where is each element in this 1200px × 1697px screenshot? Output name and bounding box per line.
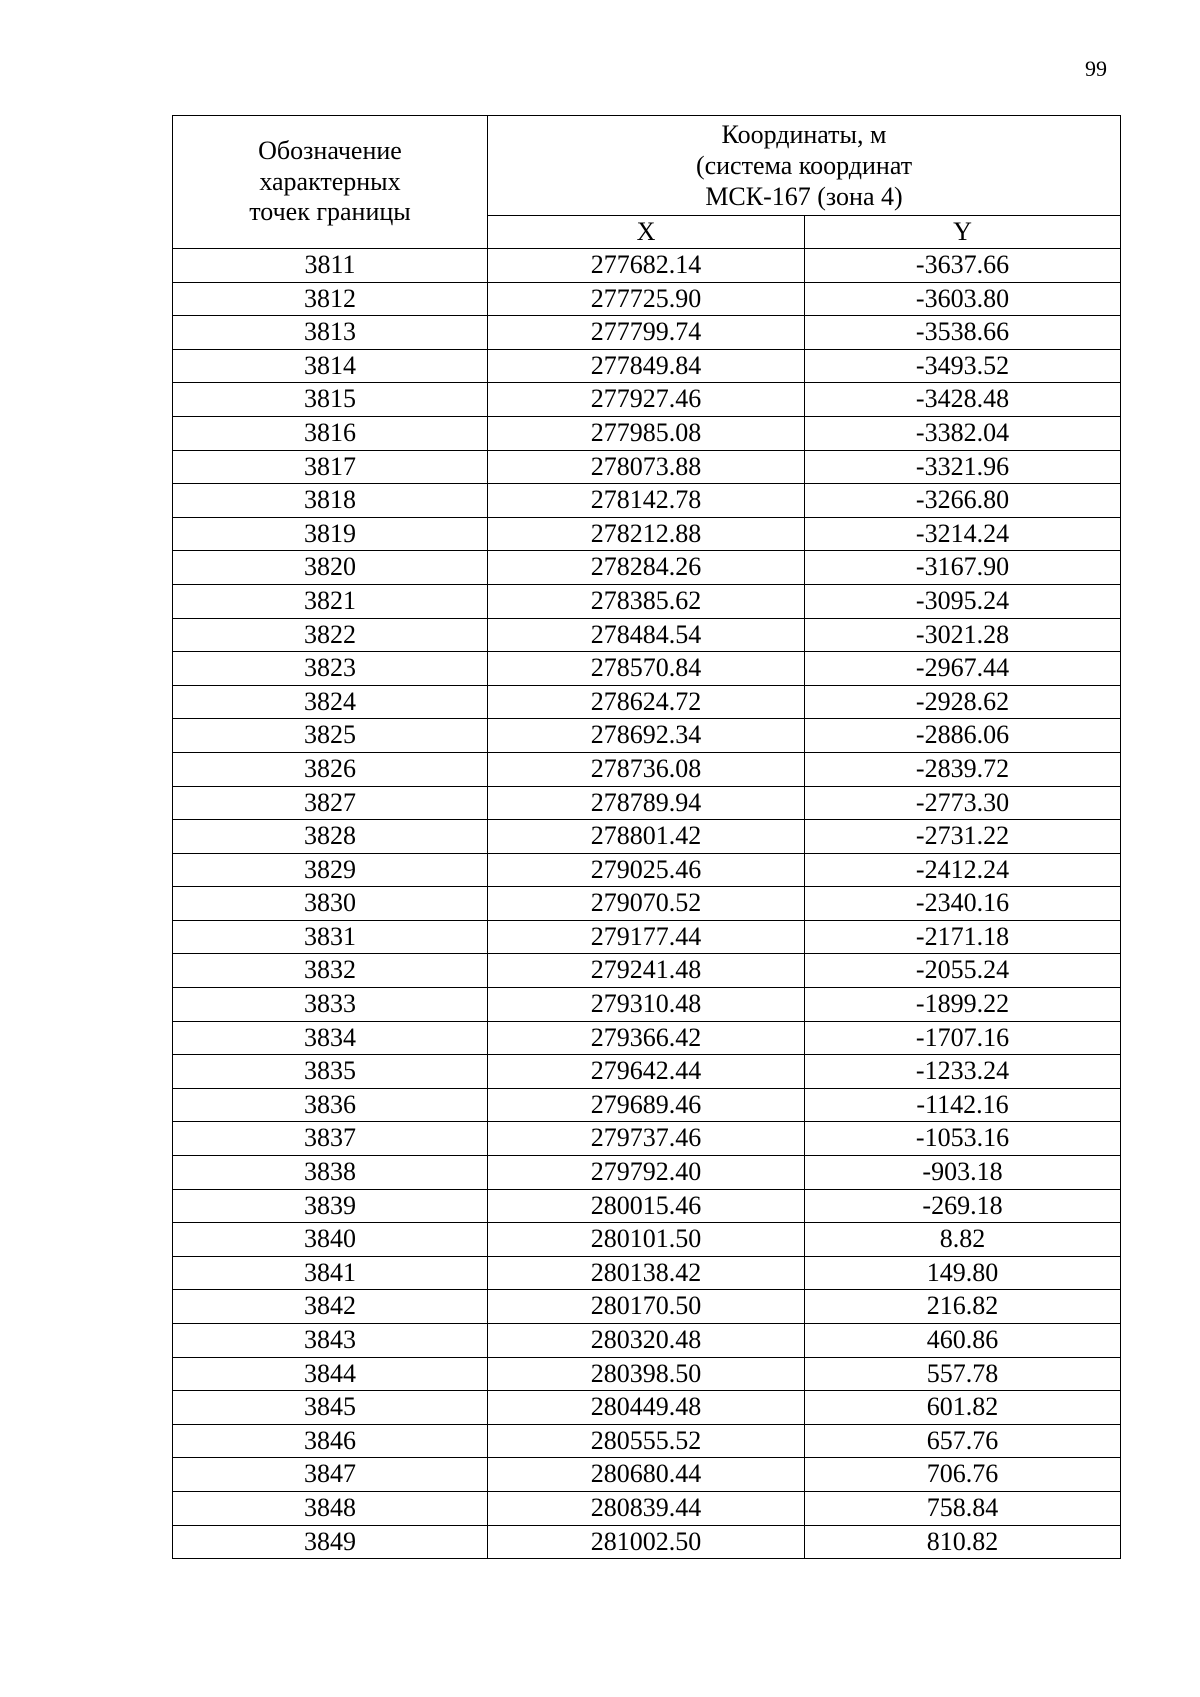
coordinates-header bbox=[488, 116, 1121, 216]
y-cell: -1053.16 bbox=[805, 1122, 1121, 1156]
y-cell: -903.18 bbox=[805, 1156, 1121, 1190]
x-cell: 278570.84 bbox=[488, 652, 805, 686]
point-cell: 3837 bbox=[173, 1122, 488, 1156]
y-cell: -3493.52 bbox=[805, 349, 1121, 383]
table-row bbox=[173, 316, 1121, 350]
y-cell: -2412.24 bbox=[805, 853, 1121, 887]
point-cell: 3814 bbox=[173, 349, 488, 383]
x-cell: 279241.48 bbox=[488, 954, 805, 988]
y-cell: -269.18 bbox=[805, 1189, 1121, 1223]
x-cell: 278484.54 bbox=[488, 618, 805, 652]
point-cell: 3819 bbox=[173, 517, 488, 551]
y-cell: -3637.66 bbox=[805, 249, 1121, 283]
y-cell: 8.82 bbox=[805, 1223, 1121, 1257]
table-row bbox=[173, 484, 1121, 518]
x-cell: 281002.50 bbox=[488, 1525, 805, 1559]
point-cell: 3818 bbox=[173, 484, 488, 518]
table-row bbox=[173, 1088, 1121, 1122]
y-cell: -2731.22 bbox=[805, 820, 1121, 854]
table-row bbox=[173, 1357, 1121, 1391]
point-cell: 3826 bbox=[173, 752, 488, 786]
table-row bbox=[173, 584, 1121, 618]
y-cell: -2340.16 bbox=[805, 887, 1121, 921]
point-cell: 3840 bbox=[173, 1223, 488, 1257]
y-cell: -3428.48 bbox=[805, 383, 1121, 417]
designation-header bbox=[173, 116, 488, 249]
y-cell: -1142.16 bbox=[805, 1088, 1121, 1122]
point-cell: 3843 bbox=[173, 1324, 488, 1358]
point-cell: 3813 bbox=[173, 316, 488, 350]
x-cell: 280449.48 bbox=[488, 1391, 805, 1425]
designation-header-line: Обозначение bbox=[258, 135, 402, 165]
x-cell: 278142.78 bbox=[488, 484, 805, 518]
y-cell: 706.76 bbox=[805, 1458, 1121, 1492]
table-row bbox=[173, 1256, 1121, 1290]
y-cell: -3266.80 bbox=[805, 484, 1121, 518]
x-cell: 278692.34 bbox=[488, 719, 805, 753]
x-cell: 279177.44 bbox=[488, 920, 805, 954]
table-row bbox=[173, 820, 1121, 854]
table-row bbox=[173, 920, 1121, 954]
point-cell: 3831 bbox=[173, 920, 488, 954]
point-cell: 3823 bbox=[173, 652, 488, 686]
x-cell: 278073.88 bbox=[488, 450, 805, 484]
y-cell: 810.82 bbox=[805, 1525, 1121, 1559]
table-row bbox=[173, 887, 1121, 921]
y-cell: -3167.90 bbox=[805, 551, 1121, 585]
table-row bbox=[173, 1156, 1121, 1190]
x-cell: 280138.42 bbox=[488, 1256, 805, 1290]
table-row bbox=[173, 1223, 1121, 1257]
y-cell: 557.78 bbox=[805, 1357, 1121, 1391]
designation-header-line: характерных bbox=[259, 166, 401, 196]
x-cell: 277682.14 bbox=[488, 249, 805, 283]
table-row bbox=[173, 954, 1121, 988]
table-row bbox=[173, 988, 1121, 1022]
y-cell: -2886.06 bbox=[805, 719, 1121, 753]
x-cell: 278801.42 bbox=[488, 820, 805, 854]
y-cell: 657.76 bbox=[805, 1424, 1121, 1458]
y-cell: -2055.24 bbox=[805, 954, 1121, 988]
table-header bbox=[173, 116, 1121, 249]
x-cell: 278736.08 bbox=[488, 752, 805, 786]
coordinates-table bbox=[172, 115, 1121, 1559]
table-row bbox=[173, 517, 1121, 551]
x-cell: 277849.84 bbox=[488, 349, 805, 383]
x-cell: 279366.42 bbox=[488, 1021, 805, 1055]
x-cell: 278385.62 bbox=[488, 584, 805, 618]
x-cell: 279792.40 bbox=[488, 1156, 805, 1190]
x-cell: 279642.44 bbox=[488, 1055, 805, 1089]
table-row bbox=[173, 1491, 1121, 1525]
point-cell: 3833 bbox=[173, 988, 488, 1022]
y-cell: -1899.22 bbox=[805, 988, 1121, 1022]
y-cell: 601.82 bbox=[805, 1391, 1121, 1425]
point-cell: 3842 bbox=[173, 1290, 488, 1324]
x-cell: 279025.46 bbox=[488, 853, 805, 887]
x-cell: 278284.26 bbox=[488, 551, 805, 585]
point-cell: 3841 bbox=[173, 1256, 488, 1290]
y-cell: -3321.96 bbox=[805, 450, 1121, 484]
point-cell: 3822 bbox=[173, 618, 488, 652]
coordinates-header-line: Координаты, м bbox=[721, 119, 887, 149]
table-row bbox=[173, 1525, 1121, 1559]
table-row bbox=[173, 1290, 1121, 1324]
x-cell: 279737.46 bbox=[488, 1122, 805, 1156]
point-cell: 3847 bbox=[173, 1458, 488, 1492]
table-row bbox=[173, 416, 1121, 450]
coordinates-header-line: (система координат bbox=[695, 150, 913, 180]
x-cell: 279070.52 bbox=[488, 887, 805, 921]
point-cell: 3834 bbox=[173, 1021, 488, 1055]
table-row bbox=[173, 652, 1121, 686]
point-cell: 3839 bbox=[173, 1189, 488, 1223]
y-cell: 758.84 bbox=[805, 1491, 1121, 1525]
point-cell: 3827 bbox=[173, 786, 488, 820]
table-row bbox=[173, 450, 1121, 484]
y-cell: -1707.16 bbox=[805, 1021, 1121, 1055]
x-cell: 277725.90 bbox=[488, 282, 805, 316]
x-cell: 280680.44 bbox=[488, 1458, 805, 1492]
table-row bbox=[173, 1189, 1121, 1223]
designation-header-line: точек границы bbox=[249, 197, 411, 227]
table-body bbox=[173, 249, 1121, 1559]
x-cell: 280015.46 bbox=[488, 1189, 805, 1223]
point-cell: 3832 bbox=[173, 954, 488, 988]
table-row bbox=[173, 551, 1121, 585]
point-cell: 3845 bbox=[173, 1391, 488, 1425]
point-cell: 3812 bbox=[173, 282, 488, 316]
point-cell: 3817 bbox=[173, 450, 488, 484]
table-row bbox=[173, 1424, 1121, 1458]
coordinates-header-line: МСК-167 (зона 4) bbox=[705, 181, 903, 211]
point-cell: 3836 bbox=[173, 1088, 488, 1122]
y-cell: 216.82 bbox=[805, 1290, 1121, 1324]
y-cell: -3095.24 bbox=[805, 584, 1121, 618]
table-row bbox=[173, 1021, 1121, 1055]
y-cell: 149.80 bbox=[805, 1256, 1121, 1290]
table-row bbox=[173, 349, 1121, 383]
point-cell: 3816 bbox=[173, 416, 488, 450]
y-header: Y bbox=[805, 215, 1121, 248]
point-cell: 3846 bbox=[173, 1424, 488, 1458]
x-cell: 279310.48 bbox=[488, 988, 805, 1022]
y-cell: -2928.62 bbox=[805, 685, 1121, 719]
point-cell: 3848 bbox=[173, 1491, 488, 1525]
x-cell: 277799.74 bbox=[488, 316, 805, 350]
x-cell: 280320.48 bbox=[488, 1324, 805, 1358]
point-cell: 3835 bbox=[173, 1055, 488, 1089]
point-cell: 3811 bbox=[173, 249, 488, 283]
x-cell: 279689.46 bbox=[488, 1088, 805, 1122]
x-cell: 278212.88 bbox=[488, 517, 805, 551]
page-number: 99 bbox=[1085, 56, 1107, 81]
table-row bbox=[173, 752, 1121, 786]
point-cell: 3821 bbox=[173, 584, 488, 618]
table-row bbox=[173, 1391, 1121, 1425]
y-cell: -1233.24 bbox=[805, 1055, 1121, 1089]
table-row bbox=[173, 1324, 1121, 1358]
x-cell: 280170.50 bbox=[488, 1290, 805, 1324]
header-row-top bbox=[173, 116, 1121, 216]
y-cell: -3021.28 bbox=[805, 618, 1121, 652]
table-row bbox=[173, 249, 1121, 283]
table-row bbox=[173, 383, 1121, 417]
x-cell: 277927.46 bbox=[488, 383, 805, 417]
point-cell: 3815 bbox=[173, 383, 488, 417]
point-cell: 3828 bbox=[173, 820, 488, 854]
table-row bbox=[173, 618, 1121, 652]
table-row bbox=[173, 685, 1121, 719]
x-header: X bbox=[488, 215, 805, 248]
y-cell: 460.86 bbox=[805, 1324, 1121, 1358]
x-cell: 280101.50 bbox=[488, 1223, 805, 1257]
x-cell: 278789.94 bbox=[488, 786, 805, 820]
table-row bbox=[173, 282, 1121, 316]
y-cell: -3382.04 bbox=[805, 416, 1121, 450]
point-cell: 3829 bbox=[173, 853, 488, 887]
x-cell: 280839.44 bbox=[488, 1491, 805, 1525]
y-cell: -3214.24 bbox=[805, 517, 1121, 551]
x-cell: 280555.52 bbox=[488, 1424, 805, 1458]
table-row bbox=[173, 719, 1121, 753]
x-cell: 280398.50 bbox=[488, 1357, 805, 1391]
table-row bbox=[173, 1122, 1121, 1156]
point-cell: 3825 bbox=[173, 719, 488, 753]
point-cell: 3824 bbox=[173, 685, 488, 719]
table-row bbox=[173, 853, 1121, 887]
y-cell: -2967.44 bbox=[805, 652, 1121, 686]
point-cell: 3838 bbox=[173, 1156, 488, 1190]
x-cell: 277985.08 bbox=[488, 416, 805, 450]
point-cell: 3820 bbox=[173, 551, 488, 585]
table-row bbox=[173, 786, 1121, 820]
y-cell: -2171.18 bbox=[805, 920, 1121, 954]
y-cell: -2839.72 bbox=[805, 752, 1121, 786]
point-cell: 3849 bbox=[173, 1525, 488, 1559]
y-cell: -2773.30 bbox=[805, 786, 1121, 820]
y-cell: -3538.66 bbox=[805, 316, 1121, 350]
y-cell: -3603.80 bbox=[805, 282, 1121, 316]
table-row bbox=[173, 1055, 1121, 1089]
x-cell: 278624.72 bbox=[488, 685, 805, 719]
point-cell: 3830 bbox=[173, 887, 488, 921]
table-row bbox=[173, 1458, 1121, 1492]
point-cell: 3844 bbox=[173, 1357, 488, 1391]
